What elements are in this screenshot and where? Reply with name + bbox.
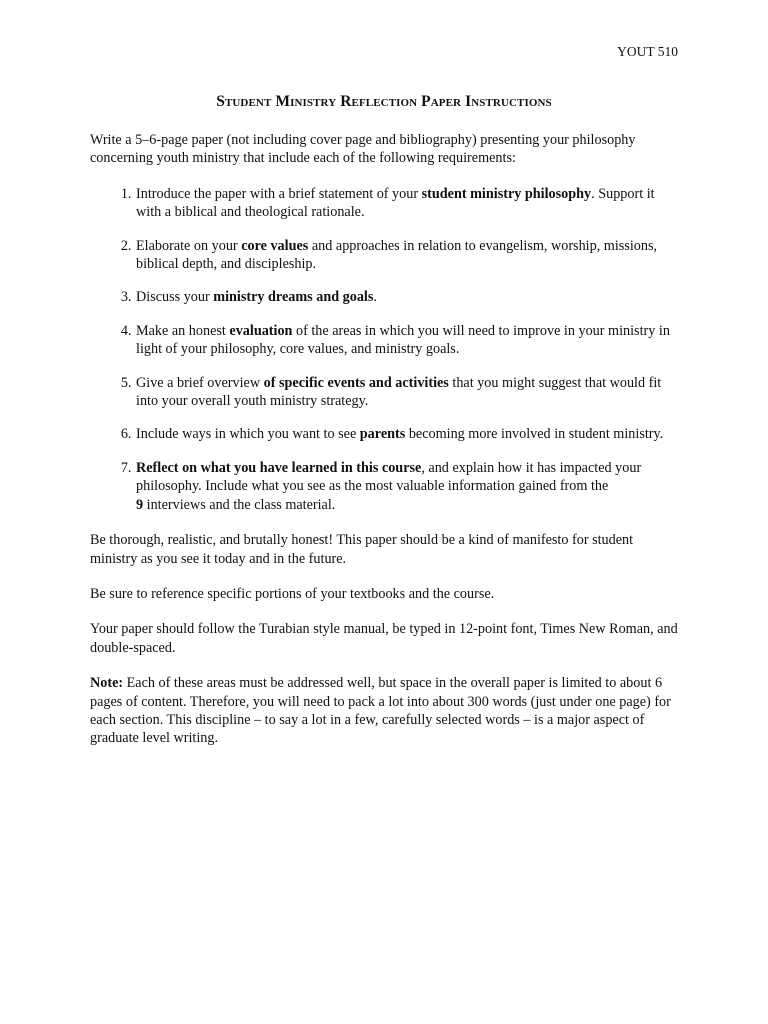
reference-paragraph: Be sure to reference specific portions of your textbooks and the course. xyxy=(90,585,495,602)
note-text: Each of these areas must be addressed well, but space in the overall paper is limited to about 6 pages of content. Therefore, you will need to pack a lot into about 300 words (just under one page) for each section. This discipline – to say a lot in a few, carefully selected words – is a major aspect of graduate level writing. xyxy=(90,675,671,747)
note-label: Note: xyxy=(90,675,124,692)
requirement-item-3: 3. Discuss your ministry dreams and goals. xyxy=(135,288,682,306)
thorough-paragraph: Be thorough, realistic, and brutally honest! This paper should be a kind of manifesto for student ministry as you see it today and in the future. xyxy=(90,532,634,567)
style-paragraph: Your paper should follow the Turabian style manual, be typed in 12-point font, Times New Roman, and double-spaced. xyxy=(90,621,678,656)
requirement-item-7: 7. Reflect on what you have learned in this course, and explain how it has impacted your philosophy. Include what you see as the most valuable information gained from the 9 interviews and the class material. xyxy=(135,459,682,514)
intro-paragraph: Write a 5–6-page paper (not including cover page and bibliography) presenting your philosophy concerning youth ministry that include each of the following requirements: xyxy=(90,132,636,167)
requirements-list xyxy=(90,185,682,514)
requirement-item-5: 5. Give a brief overview of specific events and activities that you might suggest that would fit into your overall youth ministry strategy. xyxy=(135,374,682,411)
requirement-item-2: 2. Elaborate on your core values and approaches in relation to evangelism, worship, missions, biblical depth, and discipleship. xyxy=(135,237,682,274)
requirement-item-4: 4. Make an honest evaluation of the areas in which you will need to improve in your ministry in light of your philosophy, core values, and ministry goals. xyxy=(135,322,682,359)
note-paragraph xyxy=(90,674,682,748)
course-code: YOUT 510 xyxy=(617,44,678,59)
requirement-item-1: 1. Introduce the paper with a brief statement of your student ministry philosophy. Support it with a biblical and theological rationale. xyxy=(135,185,682,222)
document-body xyxy=(90,131,682,765)
requirement-item-6: 6. Include ways in which you want to see parents becoming more involved in student ministry. xyxy=(135,425,682,443)
page-title: Student Ministry Reflection Paper Instructions xyxy=(216,93,552,110)
